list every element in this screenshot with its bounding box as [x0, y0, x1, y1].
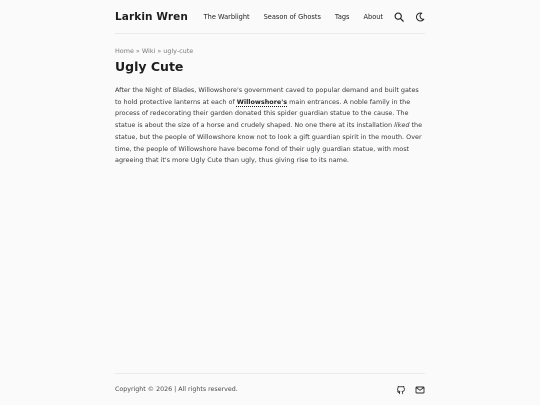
article-text: the statue, but the people of Willowshore know not to look a gift guardian spirit in the mouth. Over time, the people of Willowshore have become fond of their ugly guardian statue, with most agreeing that it's more Ugly Cute than ugly, thus giving rise to its name.	[115, 121, 423, 165]
moon-icon[interactable]	[415, 12, 425, 22]
nav-item-about[interactable]: About	[363, 12, 383, 21]
page-title: Ugly Cute	[115, 59, 184, 74]
copyright-text: Copyright © 2026 | All rights reserved.	[115, 386, 238, 393]
breadcrumb-home[interactable]: Home	[115, 47, 134, 55]
breadcrumb-current: ugly-cute	[163, 47, 194, 55]
breadcrumb-separator: »	[155, 47, 164, 55]
main-nav	[190, 12, 425, 22]
search-icon[interactable]	[394, 12, 404, 22]
breadcrumb	[115, 47, 193, 55]
site-logo[interactable]: Larkin Wren	[115, 10, 188, 23]
github-icon[interactable]	[396, 385, 406, 395]
article-emphasis: liked	[394, 121, 410, 130]
breadcrumb-separator: »	[133, 47, 142, 55]
mail-icon[interactable]	[415, 385, 425, 395]
breadcrumb-wiki[interactable]: Wiki	[141, 47, 156, 55]
article-text: After the Night of Blades, Willowshore's government caved to popular demand and built gates to hold protective lanterns at each of	[115, 86, 419, 106]
nav-item-tags[interactable]: Tags	[334, 12, 350, 21]
willowshore-link[interactable]: Willowshore's	[236, 97, 288, 106]
nav-item-the-warblight[interactable]: The Warblight	[203, 12, 250, 21]
site-footer	[115, 373, 425, 405]
footer-icons	[387, 385, 425, 395]
site-header	[115, 0, 425, 34]
article-body	[115, 85, 427, 167]
nav-item-season-of-ghosts[interactable]: Season of Ghosts	[263, 12, 321, 21]
article-text: main entrances. A noble family in the process of redecorating their garden donated this spider guardian statue to the cause. The statue is about the size of a horse and crudely shaped. No one there at its installation	[115, 97, 411, 130]
